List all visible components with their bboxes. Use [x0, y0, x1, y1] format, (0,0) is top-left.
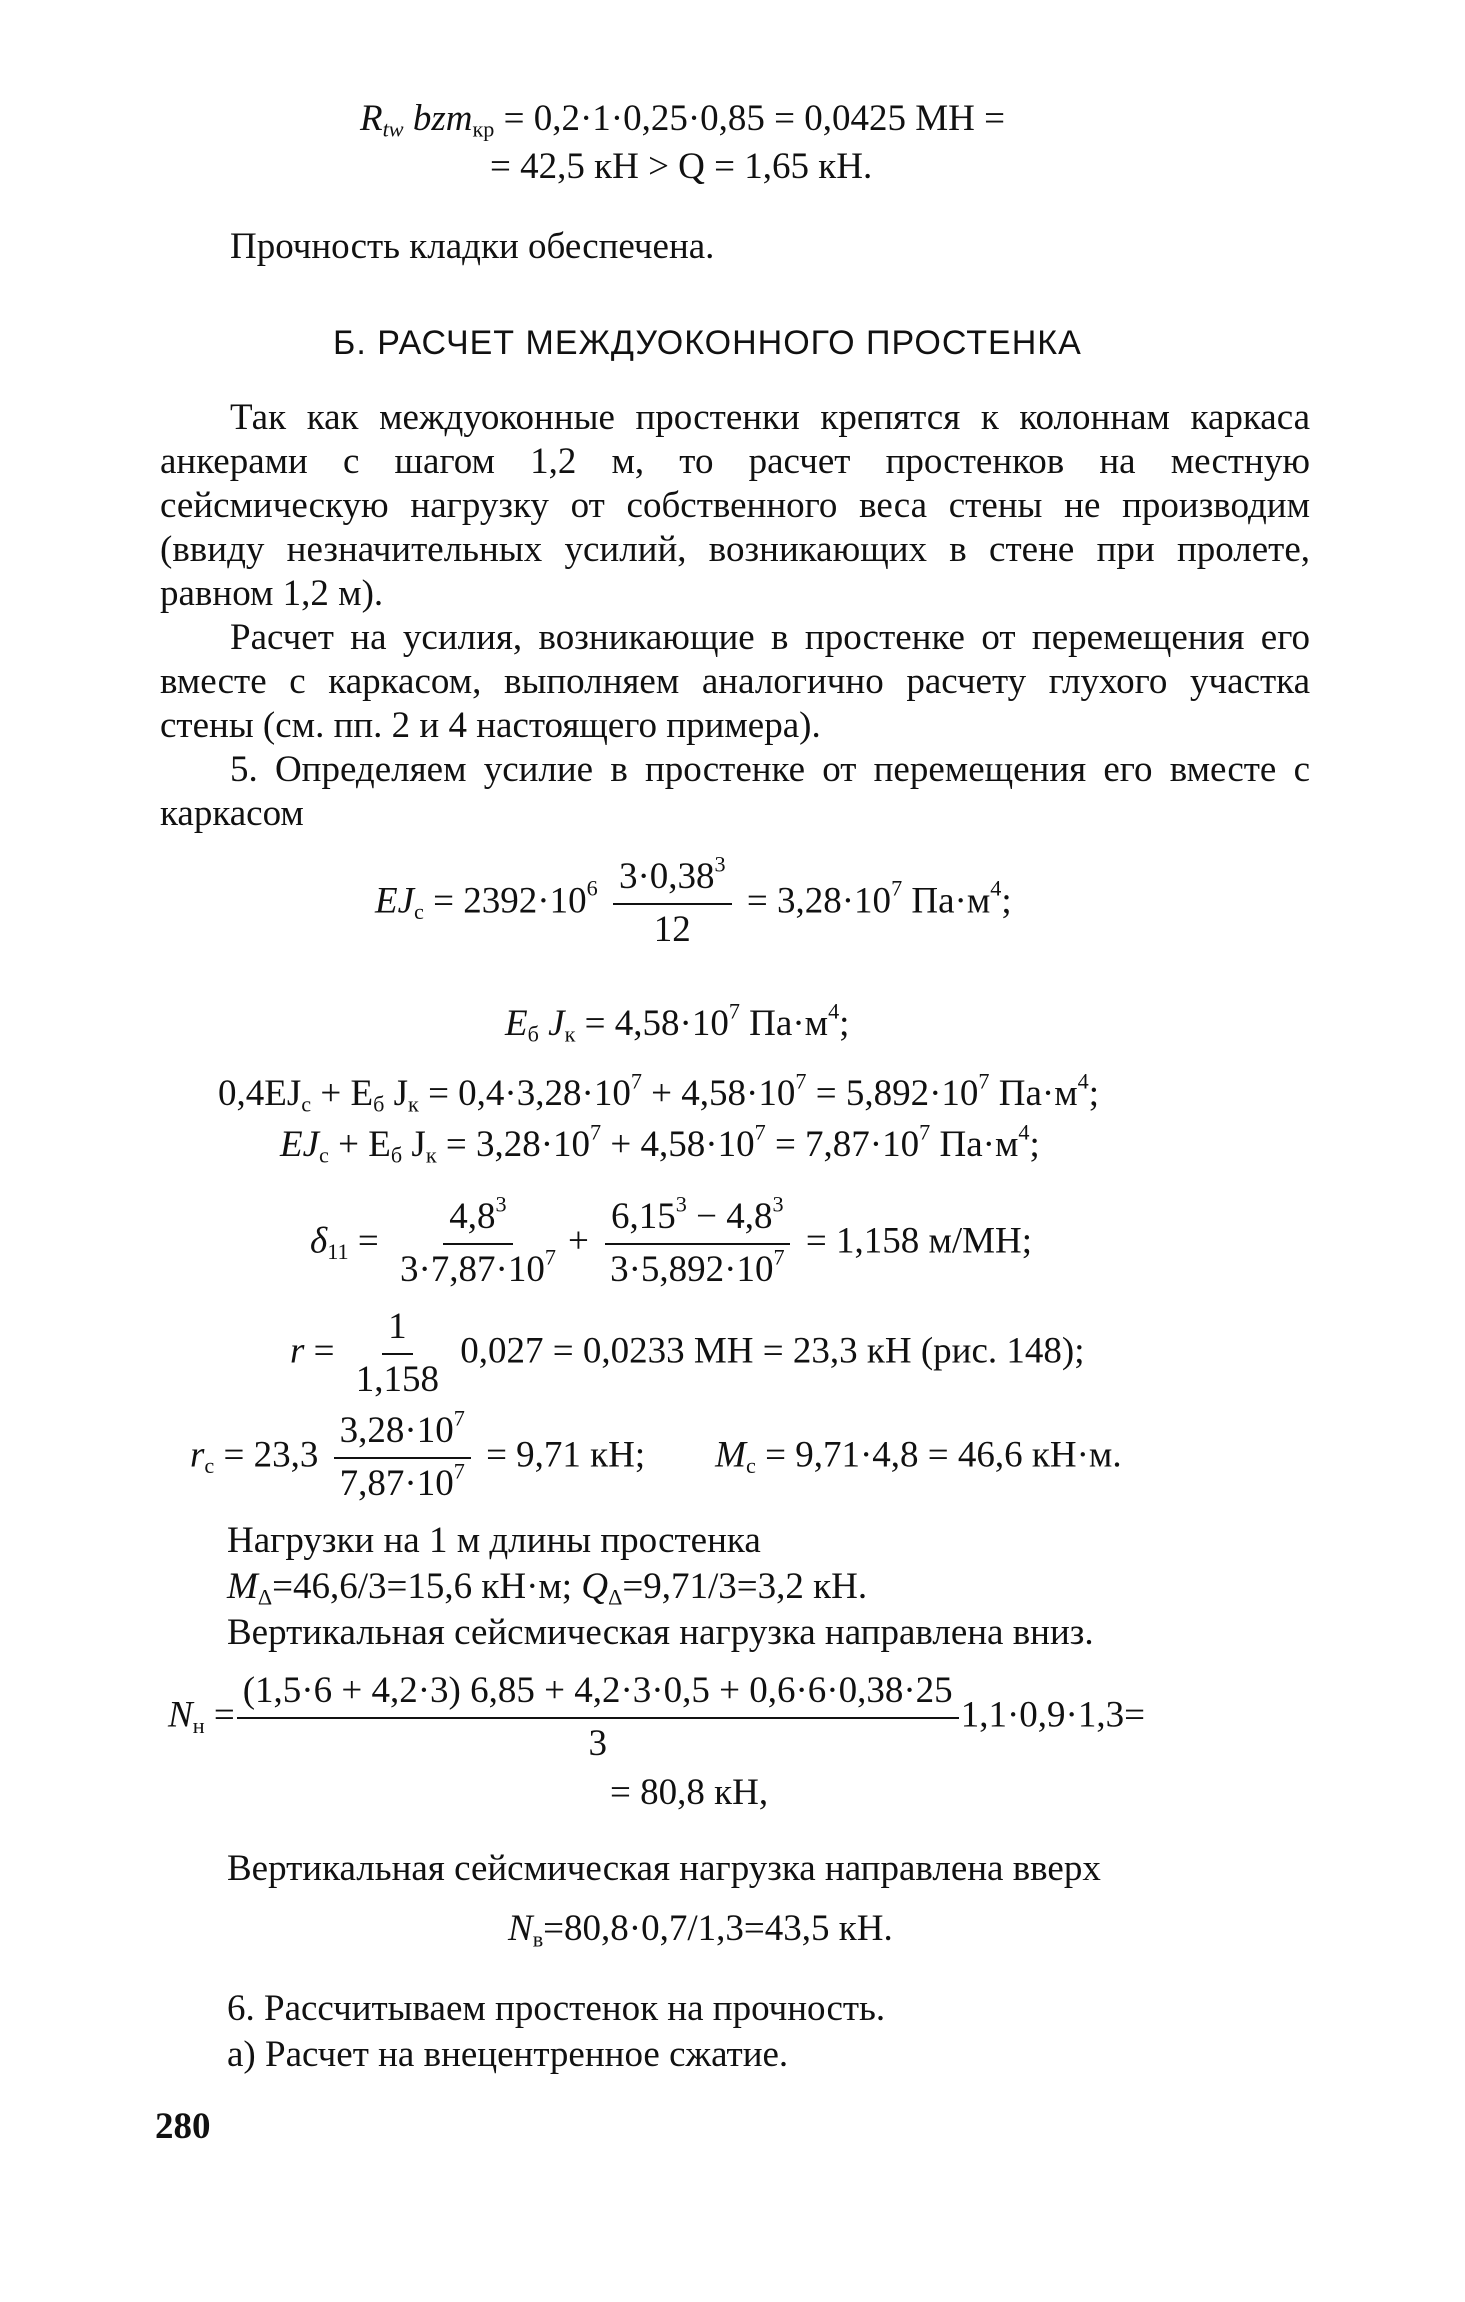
symbol-delta: δ: [310, 1220, 328, 1262]
formula-rhs: = 0,2·1·0,25·0,85 = 0,0425 МН =: [494, 98, 1006, 139]
loads-line-1: Нагрузки на 1 м длины простенка: [227, 1520, 761, 1561]
subscript-c: c: [745, 1452, 756, 1478]
equation-delta: $\delta_{11}$ = $\frac{4,8^3}{3\cdot 7,87\cdot 10^7}$ + $\frac{6,15^3 - 4,8^3}{3\cdot 5,892\cdot 10^7}$ = 1,158 м/МН;: [310, 1191, 1033, 1290]
eq-ejc-pre-exp: 6: [586, 875, 598, 901]
equation-nn: $N_н$ = $\frac{(1,5\cdot 6 + 4,2\cdot 3) 6,85 + 4,2\cdot 3\cdot 0,5 + 0,6\cdot 6\cdot 0,38\cdot 25}{3}$ 1,1·0,9·1,3=: [168, 1670, 1145, 1764]
eq-sum04-j: J: [384, 1073, 409, 1114]
subscript-v: в: [532, 1926, 544, 1952]
vertical-down-line: Вертикальная сейсмическая нагрузка направлена вниз.: [227, 1612, 1094, 1653]
eq-sum-lhs: EJ: [280, 1124, 320, 1165]
fraction-nn: [237, 1672, 959, 1764]
exp: 7: [453, 1458, 465, 1484]
symbol-n: N: [168, 1694, 193, 1736]
fraction-delta-2-numerator: 6,15: [611, 1196, 676, 1237]
eq-sum-unit: Па·м: [930, 1124, 1019, 1165]
eq-ejc-result: = 3,28·10: [737, 880, 892, 922]
shear-value: =9,71/3=3,2 кН.: [622, 1566, 868, 1607]
formula-rtw-line2: = 42,5 кН > Q = 1,65 кН.: [490, 146, 873, 187]
eq-sum-j: J: [402, 1124, 426, 1165]
vertical-up-line: Вертикальная сейсмическая нагрузка направлена вверх: [227, 1848, 1101, 1889]
eq-sum04-lhs: 0,4EJ: [218, 1073, 302, 1114]
eq-ejc-unit: Па·м: [902, 880, 991, 922]
eq-sum04-rhs3: = 5,892·10: [806, 1073, 979, 1114]
exp: 7: [773, 1244, 785, 1270]
symbol-e: E: [505, 1003, 528, 1044]
fraction-r-denominator: 1,158: [355, 1358, 440, 1400]
equation-sum-04: $0,4EJ_c + E_б$ $J_к = 0,4\cdot 3,28\cdot 10^7 + 4,58\cdot 10^7 = 5,892\cdot 10^7$ $Па\cdot м^4$;: [218, 1068, 1100, 1117]
eq-sum04-rhs1: = 0,4·3,28·10: [418, 1073, 631, 1114]
eq-ebjk-unit: Па·м: [739, 1003, 829, 1044]
eq-delta-result: = 1,158 м/МН;: [796, 1220, 1033, 1262]
symbol-mc: M: [715, 1434, 746, 1476]
paragraph-2-text: Расчет на усилия, возникающие в простенке от перемещения его вместе с каркасом, выполняем аналогично расчету глухого участка стены (см. пп. 2 и 4 настоящего примера).: [160, 617, 1310, 746]
eq-r-result: 0,027 = 0,0233 МН = 23,3 кН (рис. 148);: [451, 1330, 1085, 1372]
eq-ebjk-exp: 7: [728, 998, 740, 1024]
equation-ejc: [375, 851, 1012, 950]
symbol-r: r: [290, 1330, 305, 1372]
exp: 3: [495, 1191, 507, 1217]
eq-ebjk-unit-exp: 4: [828, 998, 840, 1024]
eq-nv-result: =80,8·0,7/1,3=43,5 кН.: [543, 1908, 893, 1949]
fraction-rc: [334, 1405, 471, 1504]
equation-r: r = $\frac{1}{1,158}$ 0,027 = 0,0233 МН = 23,3 кН (рис. 148);: [290, 1306, 1085, 1400]
fraction-delta-2-denominator: 3·5,892·10: [610, 1248, 774, 1290]
fraction-ejc-denominator: 12: [653, 908, 691, 950]
formula-rtw-line1: [360, 98, 1006, 142]
eq-sum04-unit: Па·м: [989, 1073, 1078, 1114]
subscript-n: н: [192, 1712, 205, 1738]
subscript-b: б: [527, 1021, 539, 1047]
fraction-delta-1-denominator: 3·7,87·10: [399, 1248, 545, 1290]
fraction-delta-2-numerator-rest: − 4,8: [686, 1196, 773, 1237]
subscript-delta: Δ: [257, 1584, 273, 1610]
eq-sum-plus: + E: [328, 1124, 391, 1165]
equation-sum: $EJ_c + E_б$ $J_к = 3,28\cdot 10^7 + 4,58\cdot 10^7 = 7,87\cdot 10^7$ $Па\cdot м^4$;: [280, 1119, 1040, 1168]
fraction-delta-2: [604, 1191, 791, 1290]
fraction-delta-1-numerator: 4,8: [449, 1196, 496, 1237]
symbol-q: Q: [581, 1566, 609, 1607]
paragraph-1: [160, 396, 1310, 616]
item-6: 6. Рассчитываем простенок на прочность.: [227, 1988, 886, 2029]
fraction-r-numerator: 1: [382, 1308, 413, 1355]
eq-rc-pre: = 23,3: [214, 1434, 319, 1476]
page-number: 280: [155, 2106, 211, 2147]
eq-sum-rhs3: = 7,87·10: [765, 1124, 920, 1165]
symbol-n: N: [508, 1908, 533, 1949]
fraction-r: [350, 1308, 445, 1400]
eq-mc-result: = 9,71·4,8 = 46,6 кН·м.: [755, 1434, 1122, 1476]
fraction-ejc-num-exp: 3: [714, 851, 726, 877]
section-heading: Б. РАСЧЕТ МЕЖДУОКОННОГО ПРОСТЕНКА: [333, 324, 1082, 362]
paragraph-3: [160, 748, 1310, 836]
item-6a: а) Расчет на внецентренное сжатие.: [227, 2034, 789, 2075]
fraction-nn-denominator: 3: [588, 1722, 607, 1764]
paragraph-2: [160, 616, 1310, 748]
subscript-c: c: [204, 1452, 215, 1478]
eq-sum-rhs1: = 3,28·10: [436, 1124, 591, 1165]
eq-ejc-pre: = 2392·10: [423, 880, 587, 922]
subscript-c: c: [414, 898, 424, 924]
equation-nn-result: = 80,8 кН,: [610, 1772, 769, 1813]
fraction-delta-1: [394, 1191, 562, 1290]
equation-rc: [190, 1405, 1122, 1504]
eq-ebjk-rhs: = 4,58·10: [575, 1003, 729, 1044]
subscript-tw: tw: [382, 116, 404, 142]
eq-ejc-end: ;: [1001, 880, 1012, 922]
symbol-ej: EJ: [375, 880, 415, 922]
symbol-R: R: [360, 98, 383, 139]
eq-sum04-rhs2: + 4,58·10: [641, 1073, 796, 1114]
symbol-rc: r: [190, 1434, 205, 1476]
exp: 7: [453, 1405, 465, 1431]
symbol-j: J: [538, 1003, 565, 1044]
subscript-11: 11: [327, 1238, 349, 1264]
strength-conclusion: Прочность кладки обеспечена.: [230, 226, 715, 267]
eq-ejc-result-exp: 7: [891, 875, 903, 901]
subscript-kr: кр: [472, 116, 495, 142]
eq-sum-rhs2: + 4,58·10: [601, 1124, 755, 1165]
loads-line-2: [227, 1566, 868, 1610]
eq-nn-factors: 1,1·0,9·1,3=: [960, 1694, 1145, 1736]
eq-rc-result: = 9,71 кН;: [476, 1434, 646, 1476]
symbol-bzm: bzm: [403, 98, 473, 139]
fraction-ejc: [613, 851, 732, 950]
equation-ebjk: [505, 998, 850, 1047]
exp: 3: [675, 1191, 687, 1217]
eq-ebjk-end: ;: [839, 1003, 850, 1044]
paragraph-1-text: Так как междуоконные простенки крепятся к колоннам каркаса анкерами с шагом 1,2 м, то расчет простенков на местную сейсмическую нагрузку от собственного веса стены не производим (ввиду незначительных усилий, возникающих в стене при пролете, равном 1,2 м).: [160, 397, 1310, 614]
eq-ejc-unit-exp: 4: [990, 875, 1002, 901]
fraction-rc-numerator: 3,28·10: [339, 1410, 454, 1451]
eq-sum04-plus: + E: [311, 1073, 374, 1114]
subscript-k: к: [564, 1021, 576, 1047]
symbol-m: M: [227, 1566, 258, 1607]
moment-value: =46,6/3=15,6 кН·м;: [272, 1566, 582, 1607]
paragraph-3-text: 5. Определяем усилие в простенке от перемещения его вместе с каркасом: [160, 749, 1310, 834]
fraction-ejc-numerator: 3·0,38: [618, 856, 715, 897]
exp: 7: [544, 1244, 556, 1270]
exp: 3: [772, 1191, 784, 1217]
subscript-delta: Δ: [608, 1584, 623, 1610]
fraction-nn-numerator: (1,5·6 + 4,2·3) 6,85 + 4,2·3·0,5 + 0,6·6·0,38·25: [237, 1672, 959, 1719]
fraction-rc-denominator: 7,87·10: [339, 1462, 454, 1504]
equation-nv: [508, 1908, 893, 1952]
